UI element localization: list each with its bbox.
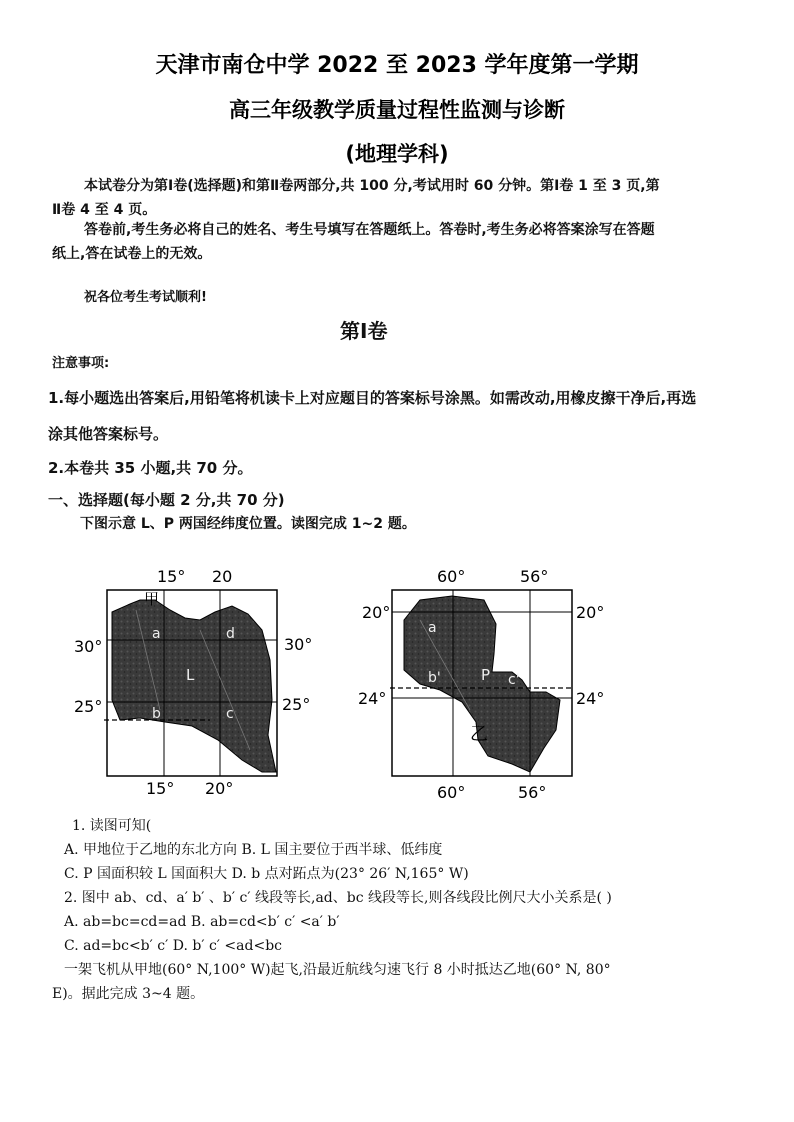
notice-2: 2.本卷共 35 小题,共 70 分。 [48,459,253,477]
map-l-label-jia: 甲 [144,590,160,608]
q2-options-cd: C. ad=bc<b′ c′ D. b′ c′ <ad<bc [64,938,283,954]
map-l-lat-30-right: 30° [284,635,313,654]
exam-title-line2: 高三年级教学质量过程性监测与诊断 [229,98,565,122]
map-p-label-b: b' [428,670,441,686]
q1-options-ab: A. 甲地位于乙地的东北方向 B. L 国主要位于西半球、低纬度 [64,842,443,858]
map-l-label-c: c [226,706,234,722]
map-p-top-lon-2: 56° [520,567,549,586]
map-p-bottom-lon-2: 56° [518,783,547,802]
notice-label: 注意事项: [52,356,110,371]
map-l-label-country: L [186,666,195,684]
map-l-label-d: d [226,626,235,642]
q3-intro-line1: 一架飞机从甲地(60° N,100° W)起飞,沿最近航线匀速飞行 8 小时抵达乙地(60° N, 80° [64,962,611,978]
map-p-label-country: P [481,666,491,684]
q2-options-ab: A. ab=bc=cd=ad B. ab=cd<b′ c′ <a′ b′ [64,914,340,930]
notice-1-line2: 涂其他答案标号。 [48,425,169,443]
map-p [358,567,604,802]
map-p-lat-24-right: 24° [576,689,605,708]
map-p-label-c: c' [508,672,520,688]
map-l [74,567,312,798]
map-intro: 下图示意 L、P 两国经纬度位置。读图完成 1~2 题。 [80,516,416,532]
q1-options-cd: C. P 国面积较 L 国面积大 D. b 点对跖点为(23° 26′ N,165° W) [64,866,469,882]
section-heading: 第Ⅰ卷 [340,319,388,343]
map-l-bottom-lon-2: 20° [205,779,234,798]
map-l-top-lon-1: 15° [157,567,186,586]
map-l-lat-25-left: 25° [74,697,103,716]
map-l-top-lon-2: 20 [212,567,233,586]
q2-stem: 2. 图中 ab、cd、a′ b′ 、b′ c′ 线段等长,ad、bc 线段等长,则各线段比例尺大小关系是( ) [64,890,612,906]
map-l-bottom-lon-1: 15° [146,779,175,798]
map-l-lat-25-right: 25° [282,695,311,714]
map-p-lat-20-left: 20° [362,603,391,622]
notice-1-line1: 1.每小题选出答案后,用铅笔将机读卡上对应题目的答案标号涂黑。如需改动,用橡皮擦干净后,再选 [48,389,697,407]
country-l-shape [112,600,276,772]
map-p-label-yi: 乙 [470,724,488,745]
intro-line4: 纸上,答在试卷上的无效。 [52,246,212,262]
intro-line2: Ⅱ卷 4 至 4 页。 [52,202,157,218]
lp-country-maps [0,560,794,805]
map-l-label-a: a [152,626,161,642]
exam-subject: (地理学科) [345,142,449,166]
map-p-lat-20-right: 20° [576,603,605,622]
part-heading: 一、选择题(每小题 2 分,共 70 分) [48,491,285,509]
q3-intro-line2: E)。据此完成 3~4 题。 [52,986,205,1002]
intro-line3: 答卷前,考生务必将自己的姓名、考生号填写在答题纸上。答卷时,考生务必将答案涂写在答题 [84,222,655,238]
q1-stem: 1. 读图可知( [72,818,152,834]
good-luck-text: 祝各位考生考试顺利! [84,290,207,305]
exam-title-line1: 天津市南仓中学 2022 至 2023 学年度第一学期 [155,53,639,78]
map-p-top-lon-1: 60° [437,567,466,586]
map-p-lat-24-left: 24° [358,689,387,708]
map-l-label-b: b [152,706,161,722]
intro-line1: 本试卷分为第Ⅰ卷(选择题)和第Ⅱ卷两部分,共 100 分,考试用时 60 分钟。第Ⅰ卷 1 至 3 页,第 [84,178,660,194]
map-l-lat-30-left: 30° [74,637,103,656]
map-p-bottom-lon-1: 60° [437,783,466,802]
map-p-label-a: a [428,620,437,636]
